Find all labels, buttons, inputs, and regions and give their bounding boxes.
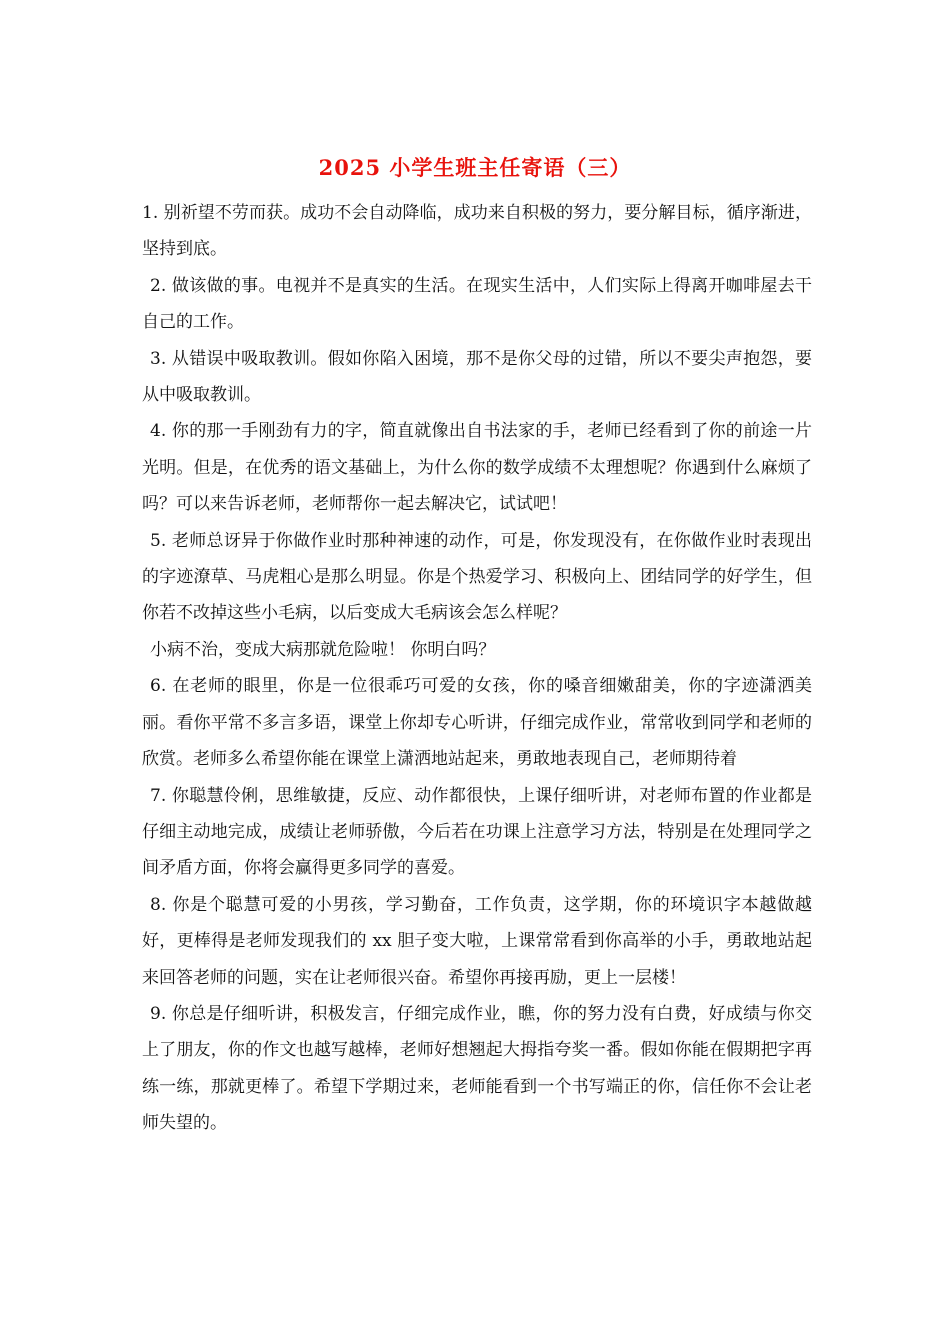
list-item: 8. 你是个聪慧可爱的小男孩，学习勤奋，工作负责，这学期，你的环境识字本越做越好，更棒得是老师发现我们的 xx 胆子变大啦，上课常常看到你高举的小手，勇敢地站起来回答老师的问题，实在让老师很兴奋。希望你再接再励，更上一层楼！ xyxy=(142,894,812,988)
list-item-continuation: 小病不治，变成大病那就危险啦！ 你明白吗？ xyxy=(150,639,496,660)
list-item: 2. 做该做的事。电视并不是真实的生活。在现实生活中，人们实际上得离开咖啡屋去干自己的工作。 xyxy=(142,275,812,333)
list-item: 1. 别祈望不劳而获。成功不会自动降临，成功来自积极的努力，要分解目标，循序渐进，坚持到底。 xyxy=(142,203,812,260)
list-item: 5. 老师总讶异于你做作业时那种神速的动作，可是，你发现没有，在你做作业时表现出的字迹潦草、马虎粗心是那么明显。你是个热爱学习、积极向上、团结同学的好学生，但你若不改掉这些小毛病，以后变成大毛病该会怎么样呢？ xyxy=(142,530,812,624)
list-item: 6. 在老师的眼里，你是一位很乖巧可爱的女孩，你的嗓音细嫩甜美，你的字迹潇洒美丽。看你平常不多言多语，课堂上你却专心听讲，仔细完成作业，常常收到同学和老师的欣赏。老师多么希望你能在课堂上潇洒地站起来，勇敢地表现自己，老师期待着 xyxy=(142,676,812,770)
page-title: 2025 小学生班主任寄语（三） xyxy=(318,155,632,180)
document-body xyxy=(142,195,812,1142)
list-item: 9. 你总是仔细听讲，积极发言，仔细完成作业，瞧，你的努力没有白费，好成绩与你交上了朋友，你的作文也越写越棒，老师好想翘起大拇指夸奖一番。假如你能在假期把字再练一练，那就更棒了。希望下学期过来，老师能看到一个书写端正的你，信任你不会让老师失望的。 xyxy=(142,1003,812,1134)
list-item: 7. 你聪慧伶俐，思维敏捷，反应、动作都很快，上课仔细听讲，对老师布置的作业都是仔细主动地完成，成绩让老师骄傲，今后若在功课上注意学习方法，特别是在处理同学之间矛盾方面，你将会赢得更多同学的喜爱。 xyxy=(142,785,812,879)
list-item: 3. 从错误中吸取教训。假如你陷入困境，那不是你父母的过错，所以不要尖声抱怨，要从中吸取教训。 xyxy=(142,348,812,406)
list-item: 4. 你的那一手刚劲有力的字，简直就像出自书法家的手，老师已经看到了你的前途一片光明。但是，在优秀的语文基础上，为什么你的数学成绩不太理想呢？你遇到什么麻烦了吗？可以来告诉老师，老师帮你一起去解决它，试试吧！ xyxy=(142,421,812,515)
